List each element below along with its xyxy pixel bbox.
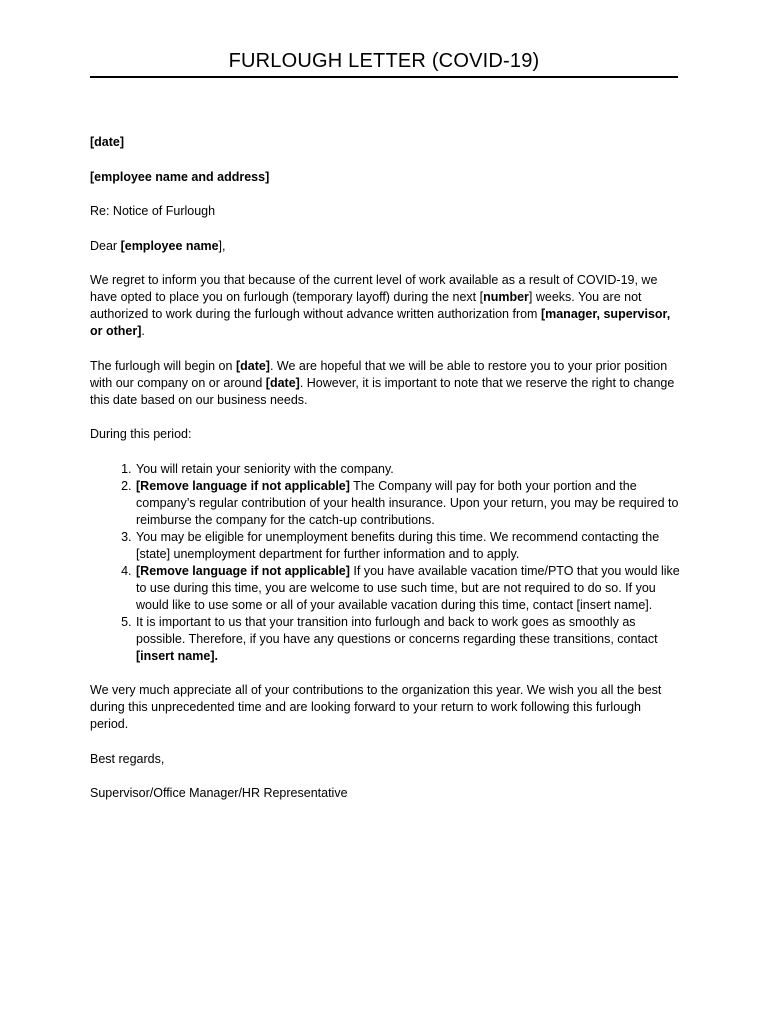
- list-item-contact: [135, 614, 680, 665]
- sign-off: Best regards,: [90, 751, 165, 766]
- list-item-health-insurance: [135, 478, 680, 529]
- letter-body: [90, 134, 680, 820]
- salutation: [90, 238, 680, 255]
- notice-text-c: .: [141, 324, 145, 338]
- employee-address-line: [90, 169, 680, 186]
- return-date-placeholder: [date]: [265, 375, 300, 390]
- item4-note: [Remove language if not applicable]: [136, 563, 350, 578]
- item2-note: [Remove language if not applicable]: [136, 478, 350, 493]
- item4-text: If you have available vacation time/PTO that you would like to use during this time, you are welcome to use such time, but are not required to do so. If you would like to use some or all of your available vacation during this time, contact [insert name].: [136, 563, 680, 612]
- closing-paragraph: We very much appreciate all of your contributions to the organization this year. We wish you all the best during this unprecedented time and are looking forward to your return to work following this furlough period.: [90, 683, 662, 731]
- period-intro: During this period:: [90, 427, 192, 441]
- notice-text-a: We regret to inform you that because of the current level of work available as a result of COVID-19, we have opted to place you on furlough (temporary layoff) during the next [: [90, 273, 658, 304]
- start-text-a: The furlough will begin on: [90, 358, 236, 373]
- salutation-close: ],: [218, 238, 226, 253]
- employee-address-placeholder: [employee name and address]: [90, 169, 270, 184]
- period-list: [90, 461, 680, 665]
- item2-text: The Company will pay for both your portion and the company’s regular contribution of your health insurance. Upon your return, you may be required to reimburse the company for the catch-up contributions.: [136, 478, 679, 527]
- weeks-number-placeholder: number: [483, 290, 529, 304]
- list-item-vacation: [135, 563, 680, 614]
- title-divider: [90, 76, 678, 78]
- re-line: Re: Notice of Furlough: [90, 204, 216, 218]
- start-text-c: . However, it is important to note that we reserve the right to change this date based on our business needs.: [90, 375, 675, 407]
- salutation-name: [employee name: [120, 238, 219, 253]
- list-item-unemployment: [135, 529, 680, 563]
- item1-text: You will retain your seniority with the company.: [136, 461, 394, 476]
- notice-text-b: ] weeks. You are not authorized to work during the furlough without advance written authorization from: [90, 290, 642, 321]
- item5-contact-placeholder: [insert name].: [136, 648, 218, 663]
- date-line: [90, 134, 680, 151]
- salutation-dear: Dear: [90, 238, 121, 253]
- list-item-seniority: [135, 461, 680, 478]
- item5-text: It is important to us that your transition into furlough and back to work goes as smoothly as possible. Therefore, if you have any questions or concerns regarding these transitions, contact: [136, 614, 658, 646]
- signature-line: Supervisor/Office Manager/HR Representative: [90, 786, 348, 800]
- start-date-paragraph: [90, 358, 680, 409]
- notice-paragraph: [90, 272, 680, 340]
- authorizer-placeholder: [manager, supervisor, or other]: [90, 307, 671, 338]
- start-date-placeholder: [date]: [235, 358, 270, 373]
- date-placeholder: [date]: [90, 135, 125, 149]
- item3-text: You may be eligible for unemployment benefits during this time. We recommend contacting the [state] unemployment department for further information and to apply.: [136, 529, 660, 561]
- start-text-b: . We are hopeful that we will be able to restore you to your prior position with our company on or around: [90, 358, 668, 390]
- letter-title: FURLOUGH LETTER (COVID-19): [228, 50, 540, 72]
